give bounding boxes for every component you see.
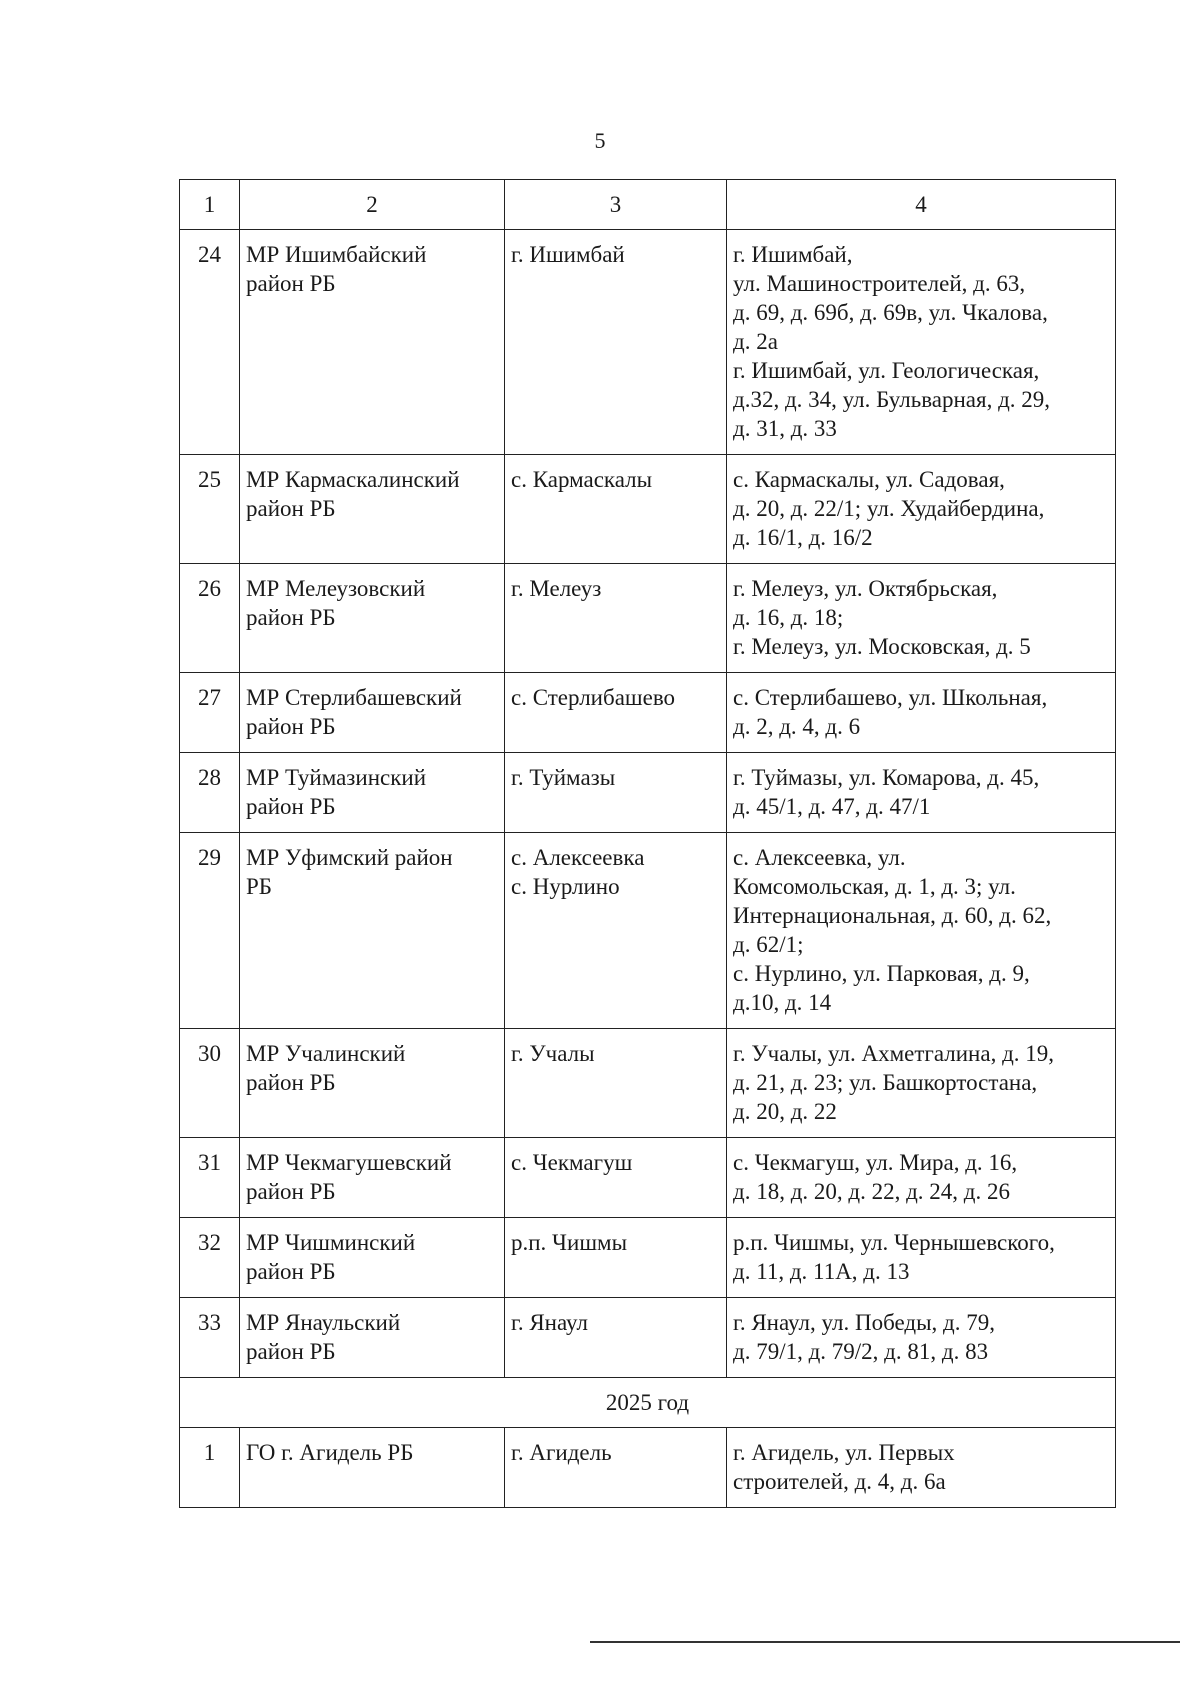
table-row — [180, 230, 1116, 455]
district-cell-line: район РБ — [246, 714, 336, 739]
district-cell-line: МР Чишминский — [246, 1230, 416, 1255]
district-cell — [240, 1298, 505, 1378]
address-cell-line: д. 45/1, д. 47, д. 47/1 — [733, 794, 931, 819]
address-cell-line: г. Туймазы, ул. Комарова, д. 45, — [733, 765, 1040, 790]
address-cell-line: д. 20, д. 22/1; ул. Худайбердина, — [733, 496, 1045, 521]
address-cell-line: г. Мелеуз, ул. Октябрьская, — [733, 576, 998, 601]
address-cell-line: д.10, д. 14 — [733, 990, 832, 1015]
bottom-rule — [590, 1641, 1180, 1643]
address-cell — [727, 833, 1116, 1029]
district-cell-line: район РБ — [246, 496, 336, 521]
address-cell-line: с. Нурлино, ул. Парковая, д. 9, — [733, 961, 1030, 986]
settlement-cell — [505, 1298, 727, 1378]
address-cell-line: г. Учалы, ул. Ахметгалина, д. 19, — [733, 1041, 1055, 1066]
address-cell — [727, 1029, 1116, 1138]
settlement-cell-line: г. Ишимбай — [511, 242, 625, 267]
row-number: 25 — [180, 455, 240, 564]
address-cell-line: строителей, д. 4, д. 6а — [733, 1469, 946, 1494]
address-cell-line: д. 18, д. 20, д. 22, д. 24, д. 26 — [733, 1179, 1011, 1204]
settlement-cell — [505, 673, 727, 753]
settlement-cell-line: г. Мелеуз — [511, 576, 602, 601]
address-cell-line: д. 16/1, д. 16/2 — [733, 525, 873, 550]
address-cell-line: д. 79/1, д. 79/2, д. 81, д. 83 — [733, 1339, 989, 1364]
row-number: 31 — [180, 1138, 240, 1218]
table-row — [180, 455, 1116, 564]
table-row — [180, 564, 1116, 673]
table-header-row — [180, 180, 1116, 230]
address-cell-line: г. Ишимбай, — [733, 242, 853, 267]
district-cell-line: район РБ — [246, 1259, 336, 1284]
settlement-cell-line: р.п. Чишмы — [511, 1230, 628, 1255]
district-cell-line: район РБ — [246, 794, 336, 819]
settlement-cell-line: с. Стерлибашево — [511, 685, 676, 710]
address-cell-line: д. 31, д. 33 — [733, 416, 837, 441]
address-cell-line: д. 69, д. 69б, д. 69в, ул. Чкалова, — [733, 300, 1048, 325]
settlement-cell — [505, 230, 727, 455]
district-cell-line: район РБ — [246, 1179, 336, 1204]
settlement-cell — [505, 455, 727, 564]
address-cell-line: д. 16, д. 18; — [733, 605, 844, 630]
district-cell-line: МР Мелеузовский — [246, 576, 426, 601]
settlement-cell — [505, 753, 727, 833]
address-cell-line: с. Стерлибашево, ул. Школьная, — [733, 685, 1048, 710]
district-cell-line: МР Чекмагушевский — [246, 1150, 452, 1175]
table-row — [180, 1428, 1116, 1508]
settlement-cell — [505, 1218, 727, 1298]
district-cell-line: район РБ — [246, 1070, 336, 1095]
header-cell-3: 3 — [505, 180, 727, 230]
address-cell-line: с. Чекмагуш, ул. Мира, д. 16, — [733, 1150, 1018, 1175]
settlement-cell-line: с. Чекмагуш — [511, 1150, 633, 1175]
address-cell-line: д. 62/1; — [733, 932, 804, 957]
district-cell-line: МР Туймазинский — [246, 765, 427, 790]
address-cell-line: с. Кармаскалы, ул. Садовая, — [733, 467, 1005, 492]
district-cell-line: МР Кармаскалинский — [246, 467, 460, 492]
row-number: 1 — [180, 1428, 240, 1508]
district-cell-line: МР Ишимбайский — [246, 242, 427, 267]
address-cell — [727, 1138, 1116, 1218]
district-cell — [240, 673, 505, 753]
row-number: 33 — [180, 1298, 240, 1378]
table-row — [180, 753, 1116, 833]
row-number: 27 — [180, 673, 240, 753]
year-heading: 2025 год — [180, 1378, 1116, 1428]
address-cell — [727, 673, 1116, 753]
address-cell-line: д. 11, д. 11А, д. 13 — [733, 1259, 910, 1284]
address-cell-line: р.п. Чишмы, ул. Чернышевского, — [733, 1230, 1055, 1255]
table-row — [180, 833, 1116, 1029]
district-cell — [240, 455, 505, 564]
address-cell-line: д. 21, д. 23; ул. Башкортостана, — [733, 1070, 1038, 1095]
settlement-cell — [505, 1138, 727, 1218]
district-cell — [240, 753, 505, 833]
address-cell-line: д. 2а — [733, 329, 778, 354]
district-cell — [240, 1029, 505, 1138]
row-number: 26 — [180, 564, 240, 673]
settlement-cell — [505, 833, 727, 1029]
district-cell — [240, 1218, 505, 1298]
settlement-cell-line: г. Туймазы — [511, 765, 616, 790]
page-number: 5 — [594, 128, 606, 153]
district-cell-line: РБ — [246, 874, 272, 899]
address-cell-line: д. 20, д. 22 — [733, 1099, 837, 1124]
address-cell-line: д. 2, д. 4, д. 6 — [733, 714, 861, 739]
address-cell-line: г. Ишимбай, ул. Геологическая, — [733, 358, 1040, 383]
district-cell-line: МР Учалинский — [246, 1041, 406, 1066]
address-cell-line: Комсомольская, д. 1, д. 3; ул. — [733, 874, 1016, 899]
settlement-cell — [505, 564, 727, 673]
district-cell — [240, 833, 505, 1029]
address-cell-line: г. Агидель, ул. Первых — [733, 1440, 955, 1465]
district-cell-line: район РБ — [246, 605, 336, 630]
address-cell — [727, 564, 1116, 673]
settlement-cell-line: с. Нурлино — [511, 874, 620, 899]
address-cell — [727, 753, 1116, 833]
settlement-cell — [505, 1029, 727, 1138]
address-cell-line: д.32, д. 34, ул. Бульварная, д. 29, — [733, 387, 1051, 412]
addresses-table — [179, 179, 1116, 1508]
address-cell — [727, 230, 1116, 455]
row-number: 28 — [180, 753, 240, 833]
header-cell-2: 2 — [240, 180, 505, 230]
address-cell-line: г. Янаул, ул. Победы, д. 79, — [733, 1310, 995, 1335]
table-row — [180, 1218, 1116, 1298]
district-cell-line: МР Стерлибашевский — [246, 685, 462, 710]
district-cell — [240, 1428, 505, 1508]
address-cell — [727, 1298, 1116, 1378]
settlement-cell-line: г. Учалы — [511, 1041, 595, 1066]
district-cell-line: МР Янаульский — [246, 1310, 401, 1335]
table-row — [180, 673, 1116, 753]
table-row — [180, 1138, 1116, 1218]
row-number: 32 — [180, 1218, 240, 1298]
address-cell-line: г. Мелеуз, ул. Московская, д. 5 — [733, 634, 1031, 659]
district-cell-line: район РБ — [246, 1339, 336, 1364]
row-number: 24 — [180, 230, 240, 455]
header-cell-4: 4 — [727, 180, 1116, 230]
table-row — [180, 1298, 1116, 1378]
settlement-cell — [505, 1428, 727, 1508]
district-cell — [240, 564, 505, 673]
settlement-cell-line: с. Кармаскалы — [511, 467, 653, 492]
district-cell-line: ГО г. Агидель РБ — [246, 1440, 414, 1465]
address-cell — [727, 1428, 1116, 1508]
district-cell-line: район РБ — [246, 271, 336, 296]
year-section-row — [180, 1378, 1116, 1428]
district-cell — [240, 230, 505, 455]
settlement-cell-line: г. Янаул — [511, 1310, 588, 1335]
address-cell-line: Интернациональная, д. 60, д. 62, — [733, 903, 1052, 928]
address-cell — [727, 1218, 1116, 1298]
row-number: 29 — [180, 833, 240, 1029]
address-cell-line: с. Алексеевка, ул. — [733, 845, 906, 870]
settlement-cell-line: с. Алексеевка — [511, 845, 645, 870]
district-cell-line: МР Уфимский район — [246, 845, 453, 870]
header-cell-1: 1 — [180, 180, 240, 230]
settlement-cell-line: г. Агидель — [511, 1440, 612, 1465]
district-cell — [240, 1138, 505, 1218]
address-cell-line: ул. Машиностроителей, д. 63, — [733, 271, 1026, 296]
row-number: 30 — [180, 1029, 240, 1138]
table-row — [180, 1029, 1116, 1138]
address-cell — [727, 455, 1116, 564]
